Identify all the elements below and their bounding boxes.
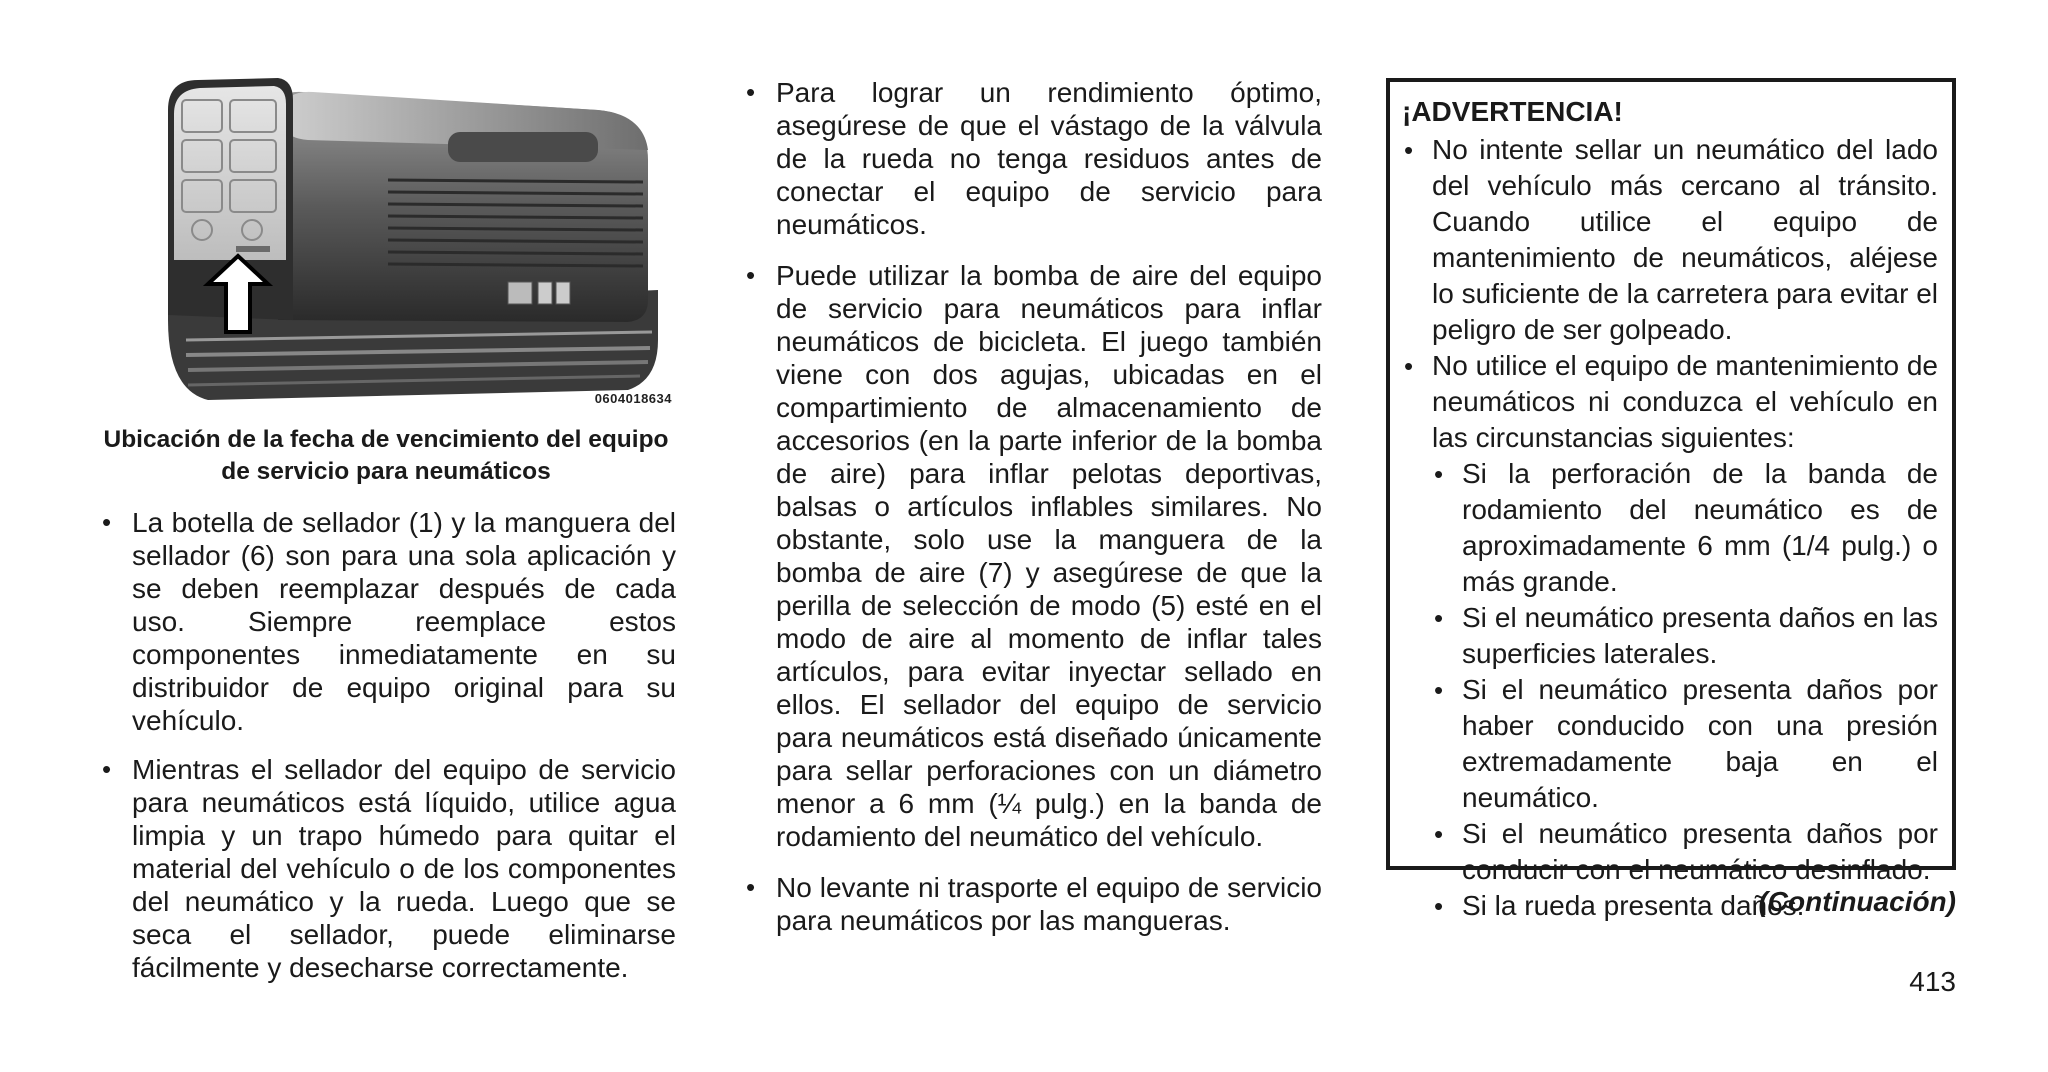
bullet-icon: •: [1434, 603, 1444, 633]
bullet-icon: •: [1404, 351, 1414, 381]
sub-list-item: • Si el neumático presenta daños por conducir con el neumático desinflado.: [1434, 818, 1938, 885]
bullet-icon: •: [746, 872, 756, 902]
left-bullet-list: [96, 506, 676, 1000]
bullet-icon: •: [102, 507, 112, 537]
continuation-note: (Continuación): [1758, 886, 1956, 917]
list-item: • Mientras el sellador del equipo de servicio para neumáticos está líquido, utilice agua limpia y un trapo húmedo para quitar el material del vehículo o de los componentes del neumático y la rueda. Luego que se seca el sellador, puede eliminarse fácilmente y desecharse correctamente.: [102, 754, 676, 983]
warning-sub-list: [1432, 456, 1938, 924]
tire-service-kit-illustration: [128, 70, 680, 410]
list-item: • No levante ni trasporte el equipo de servicio para neumáticos por las mangueras.: [746, 872, 1322, 936]
warning-title: ¡ADVERTENCIA!: [1402, 96, 1623, 127]
list-item: • No utilice el equipo de mantenimiento de neumáticos ni conduzca el vehículo en las circunstancias siguientes: • Si la perforación de la banda de rodamiento del neumático es de aproximadamente 6 mm (1/4 pulg.) o más grande. • Si el neumático presenta daños en las superficies laterales. • Si el neumático presenta daños por haber conducido con una presión extremadamente baja en el neumático. • Si el neumático presenta daños por conducir con el neumático desinflado. • Si la rueda presenta daños.: [1402, 348, 1938, 924]
list-item: • No intente sellar un neumático del lado del vehículo más cercano al tránsito. Cuando utilice el equipo de mantenimiento de neumáticos, aléjese lo suficiente de la carretera para evitar el peligro de ser golpeado.: [1404, 134, 1938, 345]
list-item: • La botella de sellador (1) y la manguera del sellador (6) son para una sola aplicación y se deben reemplazar después de cada uso. Siempre reemplace estos componentes inmediatamente en su distribuidor de equipo original para su vehículo.: [102, 507, 676, 736]
sub-list-item: • Si el neumático presenta daños por haber conducido con una presión extremadamente baja en el neumático.: [1434, 674, 1938, 813]
figure-caption: Ubicación de la fecha de vencimiento del equipo de servicio para neumáticos: [103, 426, 669, 485]
middle-bullet-list: [740, 76, 1322, 955]
warning-bullet-list: [1402, 132, 1938, 924]
bullet-icon: •: [1434, 819, 1444, 849]
bullet-icon: •: [746, 77, 756, 107]
bullet-icon: •: [102, 754, 112, 784]
list-item: • Para lograr un rendimiento óptimo, asegúrese de que el vástago de la válvula de la rueda no tenga residuos antes de conectar el equipo de servicio para neumáticos.: [746, 77, 1322, 240]
figure-code: 0604018634: [594, 391, 672, 406]
list-item: • Puede utilizar la bomba de aire del equipo de servicio para neumáticos para inflar neumáticos de bicicleta. El juego también viene con dos agujas, ubicadas en el compartimiento de almacenamiento de accesorios (en la parte inferior de la bomba de aire) para inflar pelotas deportivas, balsas o artículos inflables similares. No obstante, solo use la manguera de la bomba de aire (7) y asegúrese de que la perilla de selección de modo (5) esté en el modo de aire al momento de inflar tales artículos, para evitar inyectar sellado en ellos. El sellador del equipo de servicio para neumáticos está diseñado únicamente para sellar perforaciones con un diámetro menor a 6 mm (¼ pulg.) en la banda de rodamiento del neumático del vehículo.: [746, 260, 1322, 852]
sub-list-item: • Si la rueda presenta daños.: [1432, 888, 1938, 924]
bullet-icon: •: [746, 260, 756, 290]
bullet-icon: •: [1434, 459, 1444, 489]
page-number: 413: [1909, 966, 1956, 997]
tire-service-kit-figure: [128, 70, 680, 410]
bullet-icon: •: [1434, 891, 1444, 921]
bullet-icon: •: [1434, 675, 1444, 705]
sub-list-item: • Si la perforación de la banda de rodamiento del neumático es de aproximadamente 6 mm (1/4 pulg.) o más grande.: [1434, 458, 1938, 597]
sub-list-item: • Si el neumático presenta daños en las superficies laterales.: [1434, 602, 1938, 669]
bullet-icon: •: [1404, 135, 1414, 165]
